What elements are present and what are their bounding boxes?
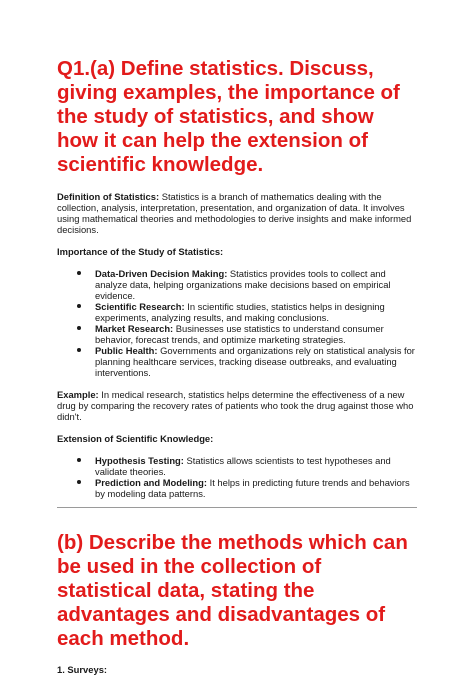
extension-item-prediction-modeling <box>57 477 417 499</box>
question-1a-heading: Q1.(a) Define statistics. Discuss, giving examples, the importance of the study of statistics, and show how it can help the extension of scientific knowledge. <box>57 57 400 176</box>
question-b-heading: (b) Describe the methods which can be used in the collection of statistical data, stating the advantages and disadvantages of each method. <box>57 531 408 650</box>
importance-item-market-research <box>57 323 417 345</box>
document-content <box>57 57 417 675</box>
bullet-icon <box>77 348 81 352</box>
extension-item-text: Statistics allows scientists to test hypotheses and validate theories. <box>95 455 391 477</box>
bullet-icon <box>77 480 81 484</box>
bullet-icon <box>77 458 81 462</box>
importance-list <box>57 268 417 378</box>
importance-heading: Importance of the Study of Statistics: <box>57 246 224 257</box>
extension-item-text: It helps in predicting future trends and behaviors by modeling data patterns. <box>95 477 410 499</box>
importance-item-public-health <box>57 345 417 378</box>
bullet-icon <box>77 326 81 330</box>
extension-list <box>57 455 417 499</box>
importance-item-label: Market Research: <box>95 323 174 334</box>
example-label: Example: <box>57 389 99 400</box>
bullet-icon <box>77 271 81 275</box>
bullet-icon <box>77 304 81 308</box>
importance-item-label: Scientific Research: <box>95 301 185 312</box>
surveys-heading: 1. Surveys: <box>57 664 108 675</box>
definition-paragraph <box>57 191 417 235</box>
section-divider <box>57 507 417 508</box>
importance-item-label: Public Health: <box>95 345 158 356</box>
importance-item-text: Statistics provides tools to collect and analyze data, helping organizations make decisions based on empirical evidence. <box>95 268 391 301</box>
extension-item-hypothesis-testing <box>57 455 417 477</box>
importance-item-label: Data-Driven Decision Making: <box>95 268 228 279</box>
definition-text: Statistics is a branch of mathematics dealing with the collection, analysis, interpretation, presentation, and organization of data. It involves using mathematical theories and methodologies to derive insights and make informed decisions. <box>57 191 412 235</box>
extension-item-label: Prediction and Modeling: <box>95 477 207 488</box>
example-paragraph <box>57 389 417 422</box>
importance-item-text: Businesses use statistics to understand consumer behavior, forecast trends, and optimize marketing strategies. <box>95 323 384 345</box>
importance-item-data-driven <box>57 268 417 301</box>
importance-item-text: Governments and organizations rely on statistical analysis for planning healthcare services, tracking disease outbreaks, and evaluating interventions. <box>95 345 415 378</box>
importance-item-text: In scientific studies, statistics helps in designing experiments, analyzing results, and making conclusions. <box>95 301 385 323</box>
extension-heading: Extension of Scientific Knowledge: <box>57 433 214 444</box>
extension-item-label: Hypothesis Testing: <box>95 455 184 466</box>
importance-item-scientific-research <box>57 301 417 323</box>
definition-label: Definition of Statistics: <box>57 191 160 202</box>
example-text: In medical research, statistics helps determine the effectiveness of a new drug by comparing the recovery rates of patients who took the drug against those who didn't. <box>57 389 414 422</box>
